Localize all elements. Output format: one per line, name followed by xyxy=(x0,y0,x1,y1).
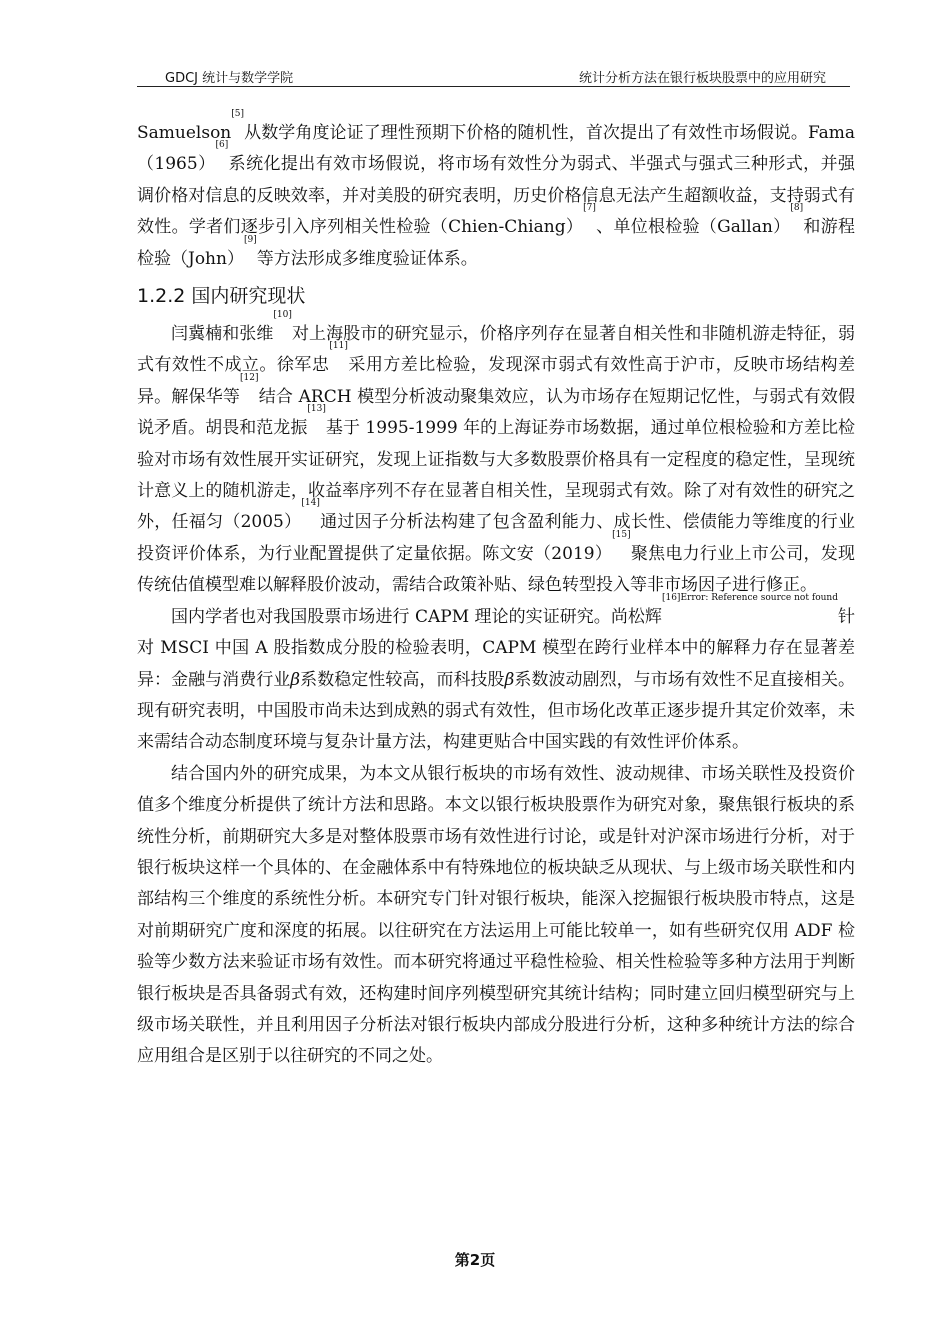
document-body xyxy=(137,109,856,1073)
paragraph-foreign-research-cont xyxy=(137,109,856,275)
text-run: 聚焦电力行业上市公司，发现传统估值模型难以解释股价波动，需结合政策补贴、绿色转型投入等非市场因子进行修正。 xyxy=(137,543,856,596)
citation-link[interactable]: [16] xyxy=(661,592,681,603)
citation-link[interactable]: [5] xyxy=(231,109,245,119)
text-run: 从数学角度论证了理性预期下价格的随机性，首次提出了有效性市场假说。Fama（1965） xyxy=(137,123,855,175)
citation-link[interactable]: [14] xyxy=(301,498,320,509)
section-heading-domestic-research: 1.2.2 国内研究现状 xyxy=(137,285,306,308)
text-run: 采用方差比检验，发现深市弱式有效性高于沪市，反映市场结构差异。解保华等 xyxy=(137,355,856,407)
text-run: 系统化提出有效市场假说，将市场有效性分为弱式、半强式与强式三种形式，并强调价格对信息的反映效率，并对美股的研究表明，历史价格信息无法产生超额收益，支持弱式有效性。学者们逐步引入序列相关性检验（Chien-Chiang） xyxy=(137,154,856,238)
citation-link[interactable]: [6] xyxy=(215,140,229,151)
text-run: 国内学者也对我国股票市场进行 CAPM 理论的实证研究。尚松辉 xyxy=(171,606,662,627)
citation-link[interactable]: [8] xyxy=(790,203,804,214)
citation-link[interactable]: [15] xyxy=(612,529,631,540)
paragraph-capm-research xyxy=(137,592,856,759)
text-run: 系数波动剧烈，与市场有效性不足直接相关。现有研究表明，中国股市尚未达到成熟的弱式有效性，但市场化改革正逐步提升其定价效率，未来需结合动态制度环境与复杂计量方法，构建更贴合中国实践的有效性评价体系。 xyxy=(137,669,856,753)
beta-symbol: β xyxy=(290,669,301,690)
text-run: 闫冀楠和张维 xyxy=(171,324,274,345)
citation-link[interactable]: [13] xyxy=(307,404,326,415)
text-run: 对上海股市的研究显示，价格序列存在显著自相关性和非随机游走特征，弱式有效性不成立。徐军忠 xyxy=(137,324,856,376)
text-run: 基于 1995-1999 年的上海证券市场数据，通过单位根检验和方差比检验对市场有效性展开实证研究，发现上证指数与大多数股票价格具有一定程度的稳定性，呈现统计意义上的随机游走，收益率序列不存在显著自相关性，呈现弱式有效。除了对有效性的研究之外，任福匀（2005） xyxy=(137,418,856,533)
text-run: 针对 MSCI 中国 A 股指数成分股的检验表明，CAPM 模型在跨行业样本中的解释力存在显著差异：金融与消费行业 xyxy=(137,606,856,690)
page-header xyxy=(137,66,850,87)
header-document-title: 统计分析方法在银行板块股票中的应用研究 xyxy=(578,71,826,86)
text-run: 系数稳定性较高，而科技股 xyxy=(300,669,505,690)
citation-link[interactable]: [12] xyxy=(240,372,259,383)
text-run: 等方法形成多维度验证体系。 xyxy=(256,248,478,269)
paragraph-research-contribution: 结合国内外的研究成果，为本文从银行板块的市场有效性、波动规律、市场关联性及投资价值多个维度分析提供了统计方法和思路。本文以银行板块股票作为研究对象，聚焦银行板块的系统性分析，前期研究大多是对整体股票市场有效性进行讨论，或是针对沪深市场进行分析，对于银行板块这样一个具体的、在金融体系中有特殊地位的板块缺乏从现状、与上级市场关联性和内部结构三个维度的系统性分析。本研究专门针对银行板块，能深入挖掘银行板块股市特点，这是对前期研究广度和深度的拓展。以往研究在方法运用上可能比较单一，如有些研究仅用 ADF 检验等少数方法来验证市场有效性。而本研究将通过平稳性检验、相关性检验等多种方法用于判断银行板块是否具备弱式有效，还构建时间序列模型研究其统计结构；同时建立回归模型研究与上级市场关联性，并且利用因子分析法对银行板块内部成分股进行分析，这种多种统计方法的综合应用组合是区别于以往研究的不同之处。 xyxy=(137,763,855,1067)
page-number: 第2页 xyxy=(454,1251,496,1269)
text-run: 通过因子分析法构建了包含盈利能力、成长性、偿债能力等维度的行业投资评价体系，为行业配置提供了定量依据。陈文安（2019） xyxy=(137,512,856,564)
paragraph-domestic-research xyxy=(137,310,856,602)
citation-link[interactable]: [7] xyxy=(583,203,596,214)
beta-symbol: β xyxy=(504,669,515,690)
text-run: 结合 ARCH 模型分析波动聚集效应，认为市场存在短期记忆性，与弱式有效假说矛盾。胡畏和范龙振 xyxy=(137,386,855,439)
citation-link[interactable]: [11] xyxy=(329,341,348,352)
citation-link[interactable]: [9] xyxy=(243,234,257,245)
text-run: 、单位根检验（Gallan） xyxy=(595,217,791,238)
header-institution: GDCJ 统计与数学学院 xyxy=(165,71,294,86)
citation-link[interactable]: [10] xyxy=(273,310,292,321)
text-run: Samuelson xyxy=(137,123,232,143)
text-run: 和游程检验（John） xyxy=(137,217,855,269)
reference-error-text: Error: Reference source not found xyxy=(680,592,838,603)
